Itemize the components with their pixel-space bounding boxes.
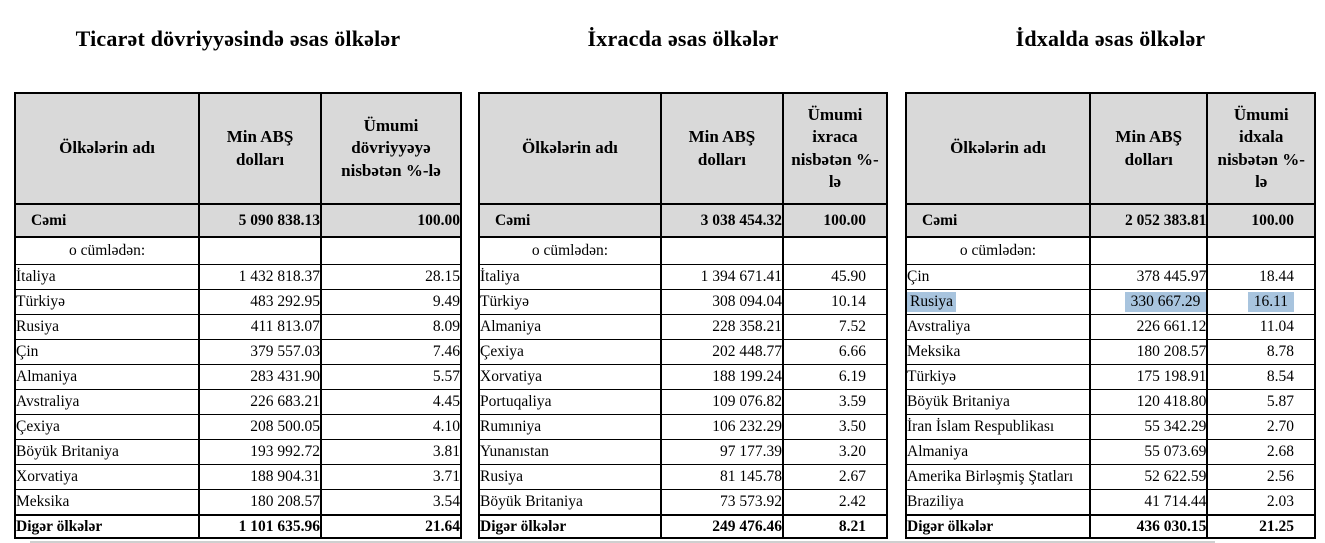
country-row xyxy=(15,490,461,516)
country-percent-cell xyxy=(1207,490,1315,516)
country-name: Meksika xyxy=(907,343,961,360)
country-percent-cell xyxy=(783,390,887,415)
country-value: 41 714.44 xyxy=(1144,493,1207,510)
country-name-cell xyxy=(15,265,199,290)
country-row xyxy=(479,390,887,415)
country-value: 330 667.29 xyxy=(1125,292,1207,312)
country-value-cell xyxy=(1090,340,1207,365)
country-name: Meksika xyxy=(16,493,70,510)
country-value-cell xyxy=(1090,290,1207,315)
country-value-cell xyxy=(1090,465,1207,490)
total-value: 2 052 383.81 xyxy=(1125,211,1207,229)
country-percent-cell xyxy=(1207,315,1315,340)
footer-value: 436 030.15 xyxy=(1136,517,1207,535)
footer-label-cell xyxy=(906,515,1090,538)
country-percent: 5.87 xyxy=(1266,393,1294,410)
country-row xyxy=(906,390,1315,415)
country-value: 109 076.82 xyxy=(712,393,782,410)
country-percent: 3.50 xyxy=(838,418,866,435)
country-percent: 10.14 xyxy=(831,293,866,310)
country-row xyxy=(479,365,887,390)
total-label-cell xyxy=(906,204,1090,237)
footer-percent-cell xyxy=(783,515,887,538)
country-name-cell xyxy=(15,390,199,415)
country-value-cell xyxy=(199,265,321,290)
subheader-label-cell xyxy=(479,237,661,265)
country-percent-cell xyxy=(321,315,461,340)
country-value-cell xyxy=(199,440,321,465)
footer-percent: 21.64 xyxy=(425,517,460,535)
country-name: Türkiyə xyxy=(16,293,66,310)
country-value: 180 208.57 xyxy=(1136,343,1207,360)
country-value-cell xyxy=(1090,265,1207,290)
country-name: Amerika Birləşmiş Ştatları xyxy=(907,468,1074,485)
country-value-cell xyxy=(1090,315,1207,340)
country-name: Böyük Britaniya xyxy=(907,393,1010,410)
country-percent: 3.71 xyxy=(432,468,460,485)
country-percent: 8.54 xyxy=(1266,368,1294,385)
country-percent: 9.49 xyxy=(432,293,460,310)
total-label-cell xyxy=(479,204,661,237)
country-row xyxy=(15,415,461,440)
country-row xyxy=(906,415,1315,440)
country-value: 226 683.21 xyxy=(250,393,320,410)
country-value: 193 992.72 xyxy=(250,443,320,460)
country-value-cell xyxy=(661,490,783,516)
country-value: 1 394 671.41 xyxy=(700,268,782,285)
country-percent-cell xyxy=(1207,365,1315,390)
country-value-cell xyxy=(661,415,783,440)
country-name: Xorvatiya xyxy=(16,468,78,485)
country-row xyxy=(15,465,461,490)
column-header: Min ABŞ dolları xyxy=(1090,93,1207,204)
country-row xyxy=(479,340,887,365)
country-name: Böyük Britaniya xyxy=(16,443,119,460)
country-value: 379 557.03 xyxy=(250,343,320,360)
empty-cell xyxy=(1207,237,1315,265)
country-name: Avstraliya xyxy=(16,393,80,410)
country-name-cell xyxy=(15,490,199,516)
total-percent-cell xyxy=(1207,204,1315,237)
total-value-cell xyxy=(661,204,783,237)
footer-percent: 21.25 xyxy=(1259,517,1294,535)
country-name: Almaniya xyxy=(480,318,542,335)
country-percent: 45.90 xyxy=(831,268,866,285)
country-percent: 6.66 xyxy=(838,343,866,360)
country-name: Türkiyə xyxy=(480,293,530,310)
footer-label-cell xyxy=(15,515,199,538)
country-percent: 2.03 xyxy=(1266,493,1294,510)
country-percent-cell xyxy=(783,490,887,516)
total-percent: 100.00 xyxy=(1251,211,1294,229)
total-label: Cəmi xyxy=(31,211,67,229)
other-countries-row xyxy=(15,515,461,538)
header-row xyxy=(15,93,461,204)
country-row xyxy=(15,290,461,315)
country-value-cell xyxy=(1090,415,1207,440)
country-row xyxy=(479,440,887,465)
country-row xyxy=(906,465,1315,490)
country-row xyxy=(479,290,887,315)
country-percent-cell xyxy=(783,365,887,390)
country-name-cell xyxy=(479,490,661,516)
country-value: 97 177.39 xyxy=(719,443,782,460)
country-value: 81 145.78 xyxy=(719,468,782,485)
country-name: Rusiya xyxy=(480,468,524,485)
country-percent: 2.56 xyxy=(1266,468,1294,485)
country-percent-cell xyxy=(1207,265,1315,290)
country-name-cell xyxy=(906,365,1090,390)
country-value-cell xyxy=(1090,440,1207,465)
country-name-cell xyxy=(479,390,661,415)
country-percent-cell xyxy=(783,415,887,440)
country-percent-cell xyxy=(321,340,461,365)
table-title-exports: İxracda əsas ölkələr xyxy=(587,26,779,51)
country-value-cell xyxy=(661,465,783,490)
country-row xyxy=(479,490,887,516)
country-name-cell xyxy=(479,265,661,290)
country-row xyxy=(906,340,1315,365)
footer-value: 249 476.46 xyxy=(712,517,782,535)
country-value: 208 500.05 xyxy=(250,418,320,435)
country-name: Avstraliya xyxy=(907,318,971,335)
subheader-label: o cümlədən: xyxy=(531,242,609,259)
country-percent-cell xyxy=(783,315,887,340)
subheader-label: o cümlədən: xyxy=(959,242,1037,259)
country-percent-cell xyxy=(321,265,461,290)
total-percent: 100.00 xyxy=(417,211,460,229)
country-percent-cell xyxy=(783,340,887,365)
empty-cell xyxy=(783,237,887,265)
country-percent-cell xyxy=(1207,290,1315,315)
footer-label-cell xyxy=(479,515,661,538)
total-label: Cəmi xyxy=(495,211,531,229)
country-percent-cell xyxy=(321,290,461,315)
country-value-cell xyxy=(199,340,321,365)
footer-percent-cell xyxy=(1207,515,1315,538)
table-imports xyxy=(905,92,1316,539)
country-percent: 3.54 xyxy=(432,493,460,510)
column-header: Ölkələrin adı xyxy=(15,93,199,204)
country-name: Türkiyə xyxy=(907,368,957,385)
country-name-cell xyxy=(15,415,199,440)
table-title-imports: İdxalda əsas ölkələr xyxy=(1015,26,1206,51)
country-row xyxy=(906,365,1315,390)
country-name: Rusiya xyxy=(16,318,60,335)
country-row xyxy=(906,490,1315,516)
country-percent-cell xyxy=(1207,390,1315,415)
country-row xyxy=(15,265,461,290)
country-value: 283 431.90 xyxy=(250,368,320,385)
country-value-cell xyxy=(199,415,321,440)
country-row xyxy=(15,365,461,390)
total-percent: 100.00 xyxy=(823,211,866,229)
column-header: Ümumi ixraca nisbətən %-lə xyxy=(783,93,887,204)
country-row xyxy=(479,415,887,440)
country-name: Böyük Britaniya xyxy=(480,493,583,510)
country-value-cell xyxy=(199,290,321,315)
country-value: 73 573.92 xyxy=(719,493,782,510)
country-percent-cell xyxy=(321,390,461,415)
country-percent-cell xyxy=(1207,440,1315,465)
other-countries-row xyxy=(906,515,1315,538)
total-value: 5 090 838.13 xyxy=(238,211,320,229)
country-percent: 11.04 xyxy=(1259,318,1294,335)
country-percent-cell xyxy=(321,465,461,490)
country-name: İran İslam Respublikası xyxy=(907,418,1055,435)
country-name: Çin xyxy=(907,268,930,285)
table-section-imports xyxy=(905,0,1316,539)
country-percent: 6.19 xyxy=(838,368,866,385)
subheader-row xyxy=(906,237,1315,265)
footer-value-cell xyxy=(1090,515,1207,538)
country-percent: 3.81 xyxy=(432,443,460,460)
other-countries-row xyxy=(479,515,887,538)
empty-cell xyxy=(199,237,321,265)
country-percent-cell xyxy=(321,490,461,516)
country-value-cell xyxy=(661,315,783,340)
country-name-cell xyxy=(479,415,661,440)
country-row xyxy=(906,265,1315,290)
total-row xyxy=(906,204,1315,237)
country-value: 308 094.04 xyxy=(712,293,782,310)
country-row xyxy=(15,440,461,465)
country-value-cell xyxy=(199,390,321,415)
country-value: 1 432 818.37 xyxy=(238,268,320,285)
country-row xyxy=(15,340,461,365)
country-percent: 4.10 xyxy=(432,418,460,435)
column-header: Ümumi idxala nisbətən %-lə xyxy=(1207,93,1315,204)
country-name-cell xyxy=(15,340,199,365)
subheader-label-cell xyxy=(906,237,1090,265)
country-name-cell xyxy=(479,315,661,340)
country-name: Almaniya xyxy=(907,443,969,460)
total-value: 3 038 454.32 xyxy=(700,211,782,229)
country-row xyxy=(479,265,887,290)
country-value-cell xyxy=(661,390,783,415)
country-percent-cell xyxy=(783,440,887,465)
country-row xyxy=(906,290,1315,315)
country-row xyxy=(906,440,1315,465)
country-value: 175 198.91 xyxy=(1136,368,1207,385)
country-name: Yunanıstan xyxy=(480,443,549,460)
footer-percent: 8.21 xyxy=(838,517,866,535)
country-name-cell xyxy=(906,340,1090,365)
country-value-cell xyxy=(1090,390,1207,415)
country-value: 226 661.12 xyxy=(1136,318,1207,335)
column-header: Min ABŞ dolları xyxy=(661,93,783,204)
footer-value-cell xyxy=(661,515,783,538)
country-name-cell xyxy=(15,465,199,490)
country-name-cell xyxy=(479,340,661,365)
country-name: Rumıniya xyxy=(480,418,542,435)
country-value: 52 622.59 xyxy=(1144,468,1207,485)
country-name-cell xyxy=(479,465,661,490)
country-percent-cell xyxy=(321,365,461,390)
total-value-cell xyxy=(199,204,321,237)
country-value-cell xyxy=(199,365,321,390)
country-percent: 16.11 xyxy=(1248,292,1294,312)
country-value-cell xyxy=(199,315,321,340)
country-percent: 8.78 xyxy=(1266,343,1294,360)
country-value: 411 813.07 xyxy=(250,318,320,335)
country-value: 188 904.31 xyxy=(250,468,320,485)
country-value: 188 199.24 xyxy=(712,368,782,385)
country-value: 202 448.77 xyxy=(712,343,782,360)
country-value-cell xyxy=(661,265,783,290)
footer-value-cell xyxy=(199,515,321,538)
country-percent-cell xyxy=(783,265,887,290)
country-name-cell xyxy=(906,465,1090,490)
country-value-cell xyxy=(199,465,321,490)
country-percent-cell xyxy=(783,290,887,315)
country-percent: 2.70 xyxy=(1266,418,1294,435)
country-percent: 5.57 xyxy=(432,368,460,385)
footer-label: Digər ölkələr xyxy=(480,517,567,535)
country-name: Xorvatiya xyxy=(480,368,542,385)
country-name: Rusiya xyxy=(907,292,956,312)
country-percent-cell xyxy=(321,440,461,465)
country-name-cell xyxy=(906,490,1090,516)
country-name-cell xyxy=(15,315,199,340)
country-name-cell xyxy=(906,265,1090,290)
country-name: Çexiya xyxy=(16,418,60,435)
country-percent: 4.45 xyxy=(432,393,460,410)
country-name-cell xyxy=(906,415,1090,440)
subheader-row xyxy=(479,237,887,265)
country-name-cell xyxy=(479,365,661,390)
country-value: 106 232.29 xyxy=(712,418,782,435)
table-exports xyxy=(478,92,888,539)
country-row xyxy=(15,390,461,415)
country-percent: 3.20 xyxy=(838,443,866,460)
country-percent: 2.68 xyxy=(1266,443,1294,460)
country-name-cell xyxy=(906,290,1090,315)
country-row xyxy=(15,315,461,340)
country-name-cell xyxy=(15,290,199,315)
country-percent-cell xyxy=(1207,415,1315,440)
country-name-cell xyxy=(906,390,1090,415)
table-section-exports xyxy=(478,0,888,539)
column-header: Min ABŞ dolları xyxy=(199,93,321,204)
country-value-cell xyxy=(199,490,321,516)
country-percent: 2.67 xyxy=(838,468,866,485)
country-name-cell xyxy=(15,365,199,390)
header-row xyxy=(479,93,887,204)
subheader-label: o cümlədən: xyxy=(69,242,146,259)
column-header: Ölkələrin adı xyxy=(479,93,661,204)
country-percent: 7.46 xyxy=(432,343,460,360)
country-name: Çexiya xyxy=(480,343,524,360)
total-row xyxy=(15,204,461,237)
footer-label: Digər ölkələr xyxy=(907,517,994,535)
country-value: 483 292.95 xyxy=(250,293,320,310)
total-percent-cell xyxy=(321,204,461,237)
country-value: 378 445.97 xyxy=(1136,268,1207,285)
country-value: 55 342.29 xyxy=(1144,418,1207,435)
country-name-cell xyxy=(479,440,661,465)
header-row xyxy=(906,93,1315,204)
country-percent-cell xyxy=(321,415,461,440)
table-turnover xyxy=(14,92,462,539)
country-value-cell xyxy=(661,365,783,390)
country-percent: 18.44 xyxy=(1259,268,1294,285)
country-percent-cell xyxy=(783,465,887,490)
country-percent: 28.15 xyxy=(425,268,460,285)
total-label: Cəmi xyxy=(922,211,958,229)
country-value: 228 358.21 xyxy=(712,318,782,335)
country-name: Braziliya xyxy=(907,493,964,510)
footer-label: Digər ölkələr xyxy=(16,517,103,535)
country-name: Almaniya xyxy=(16,368,78,385)
country-percent: 2.42 xyxy=(838,493,866,510)
country-name: İtaliya xyxy=(16,268,56,285)
country-value: 180 208.57 xyxy=(250,493,320,510)
empty-cell xyxy=(1090,237,1207,265)
country-name-cell xyxy=(479,290,661,315)
country-name: Portuqaliya xyxy=(480,393,552,410)
footer-percent-cell xyxy=(321,515,461,538)
total-value-cell xyxy=(1090,204,1207,237)
country-value-cell xyxy=(661,440,783,465)
country-percent: 3.59 xyxy=(838,393,866,410)
table-title-turnover: Ticarət dövriyyəsində əsas ölkələr xyxy=(75,26,401,51)
country-row xyxy=(479,465,887,490)
country-percent-cell xyxy=(1207,465,1315,490)
country-percent: 8.09 xyxy=(432,318,460,335)
country-name-cell xyxy=(906,315,1090,340)
country-percent-cell xyxy=(1207,340,1315,365)
total-row xyxy=(479,204,887,237)
country-value: 120 418.80 xyxy=(1136,393,1207,410)
country-name: İtaliya xyxy=(480,268,520,285)
column-header: Ümumi dövriyyəyə nisbətən %-lə xyxy=(321,93,461,204)
country-value: 55 073.69 xyxy=(1144,443,1207,460)
footer-value: 1 101 635.96 xyxy=(238,517,320,535)
total-label-cell xyxy=(15,204,199,237)
total-percent-cell xyxy=(783,204,887,237)
country-row xyxy=(906,315,1315,340)
country-value-cell xyxy=(1090,490,1207,516)
country-value-cell xyxy=(1090,365,1207,390)
country-row xyxy=(479,315,887,340)
country-name: Çin xyxy=(16,343,39,360)
country-value-cell xyxy=(661,340,783,365)
subheader-label-cell xyxy=(15,237,199,265)
country-name-cell xyxy=(15,440,199,465)
country-value-cell xyxy=(661,290,783,315)
column-header: Ölkələrin adı xyxy=(906,93,1090,204)
subheader-row xyxy=(15,237,461,265)
country-name-cell xyxy=(906,440,1090,465)
table-section-turnover xyxy=(14,0,462,539)
empty-cell xyxy=(321,237,461,265)
empty-cell xyxy=(661,237,783,265)
country-percent: 7.52 xyxy=(838,318,866,335)
